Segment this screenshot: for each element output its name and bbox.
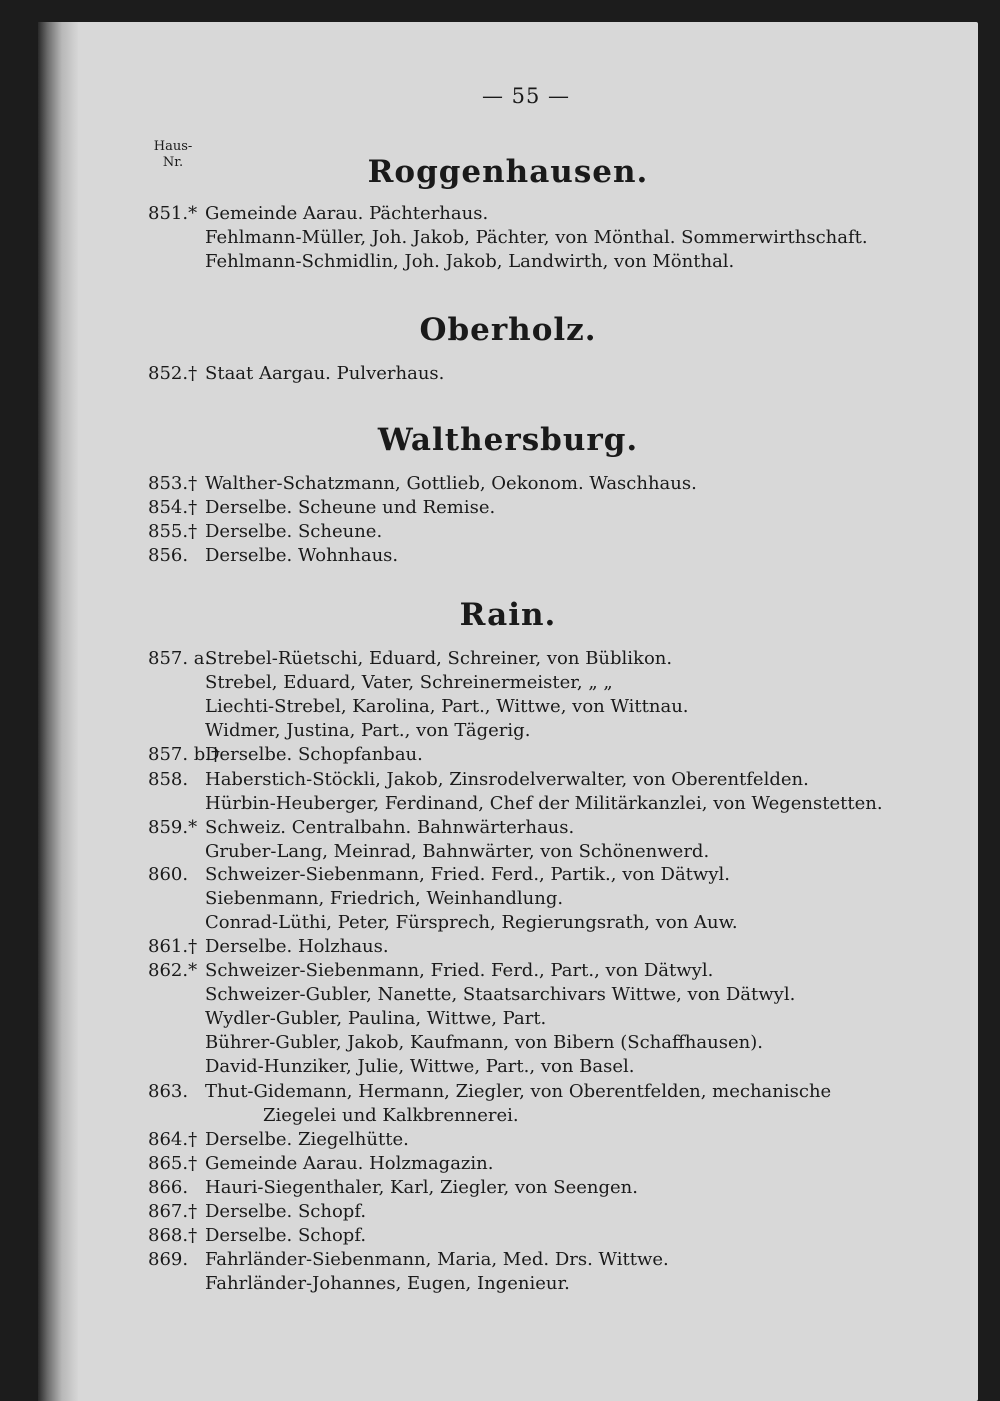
entry-text: Walther-Schatzmann, Gottlieb, Oekonom. Waschhaus.	[205, 473, 697, 494]
house-number: 851.*	[148, 203, 198, 224]
entry-row	[148, 911, 968, 935]
house-number: 868.†	[148, 1225, 198, 1246]
entry-text: Derselbe. Schopf.	[205, 1201, 367, 1222]
entry-text: Schweizer-Siebenmann, Fried. Ferd., Partik., von Dätwyl.	[205, 864, 730, 885]
entry-row	[148, 671, 968, 695]
entry-text: Wydler-Gubler, Paulina, Wittwe, Part.	[205, 1008, 547, 1029]
house-number: 867.†	[148, 1201, 198, 1222]
entry-text: Gemeinde Aarau. Holzmagazin.	[205, 1153, 494, 1174]
entry-text: Derselbe. Schopfanbau.	[205, 744, 423, 765]
entry-text: David-Hunziker, Julie, Wittwe, Part., von Basel.	[205, 1056, 635, 1077]
entry-row	[148, 1128, 968, 1152]
entry-row	[148, 792, 968, 816]
entry-row	[148, 520, 968, 544]
entry-text: Hürbin-Heuberger, Ferdinand, Chef der Militärkanzlei, von Wegenstetten.	[205, 793, 883, 814]
house-label-line: Nr.	[162, 155, 184, 170]
house-number: 857. b.†	[148, 744, 221, 765]
house-number: 855.†	[148, 521, 198, 542]
house-number: 854.†	[148, 497, 198, 518]
entry-row	[148, 226, 968, 250]
entry-text: Fehlmann-Schmidlin, Joh. Jakob, Landwirth, von Mönthal.	[205, 251, 735, 272]
house-label-line: Haus-	[153, 139, 193, 154]
house-number: 857. a.	[148, 648, 211, 669]
entry-text: Derselbe. Scheune.	[205, 521, 383, 542]
entry-row	[148, 1055, 968, 1079]
house-number: 858.	[148, 769, 189, 790]
entry-text: Derselbe. Wohnhaus.	[205, 545, 399, 566]
entry-text: Schweiz. Centralbahn. Bahnwärterhaus.	[205, 817, 575, 838]
section-title-oberholz: Oberholz.	[419, 312, 597, 348]
entry-text: Derselbe. Schopf.	[205, 1225, 367, 1246]
house-number: 865.†	[148, 1153, 198, 1174]
entry-text: Hauri-Siegenthaler, Karl, Ziegler, von Seengen.	[205, 1177, 638, 1198]
page-number: — 55 —	[481, 84, 571, 108]
entry-text: Gruber-Lang, Meinrad, Bahnwärter, von Schönenwerd.	[205, 841, 710, 862]
entry-row	[148, 647, 968, 671]
section-title-rain: Rain.	[459, 597, 557, 633]
entry-row	[148, 1176, 968, 1200]
entry-row	[148, 1200, 968, 1224]
entry-row	[148, 1248, 968, 1272]
house-number: 852.†	[148, 363, 198, 384]
entry-text: Gemeinde Aarau. Pächterhaus.	[205, 203, 489, 224]
entry-text: Ziegelei und Kalkbrennerei.	[263, 1105, 519, 1126]
entry-row	[148, 695, 968, 719]
entry-row	[148, 1272, 968, 1296]
entry-row	[148, 1152, 968, 1176]
house-number: 863.	[148, 1081, 189, 1102]
house-number: 859.*	[148, 817, 198, 838]
entry-row	[148, 743, 968, 767]
house-number: 866.	[148, 1177, 189, 1198]
entry-row	[148, 935, 968, 959]
entry-text: Siebenmann, Friedrich, Weinhandlung.	[205, 888, 564, 909]
entry-row	[148, 959, 968, 983]
entry-text: Fahrländer-Siebenmann, Maria, Med. Drs. Wittwe.	[205, 1249, 669, 1270]
entry-text: Thut-Gidemann, Hermann, Ziegler, von Oberentfelden, mechanische	[205, 1081, 832, 1102]
entry-text: Fahrländer-Johannes, Eugen, Ingenieur.	[205, 1273, 570, 1294]
entry-row	[148, 496, 968, 520]
entry-text: Derselbe. Ziegelhütte.	[205, 1129, 409, 1150]
house-number: 860.	[148, 864, 189, 885]
entry-text: Derselbe. Scheune und Remise.	[205, 497, 496, 518]
entry-row	[148, 544, 968, 568]
entry-row	[148, 887, 968, 911]
entry-text: Haberstich-Stöckli, Jakob, Zinsrodelverwalter, von Oberentfelden.	[205, 769, 809, 790]
entry-row	[148, 816, 968, 840]
entry-row	[148, 863, 968, 887]
house-number: 853.†	[148, 473, 198, 494]
entry-text: Fehlmann-Müller, Joh. Jakob, Pächter, von Mönthal. Sommerwirthschaft.	[205, 227, 868, 248]
entry-text: Strebel, Eduard, Vater, Schreinermeister, „ „	[205, 672, 613, 693]
document-page	[38, 22, 978, 1401]
entry-text: Schweizer-Siebenmann, Fried. Ferd., Part., von Dätwyl.	[205, 960, 714, 981]
section-title-walthersburg: Walthersburg.	[377, 422, 639, 458]
entry-text: Schweizer-Gubler, Nanette, Staatsarchivars Wittwe, von Dätwyl.	[205, 984, 796, 1005]
entry-text: Conrad-Lüthi, Peter, Fürsprech, Regierungsrath, von Auw.	[205, 912, 738, 933]
house-number: 856.	[148, 545, 189, 566]
entry-text: Derselbe. Holzhaus.	[205, 936, 389, 957]
section-title-roggenhausen: Roggenhausen.	[367, 154, 649, 190]
entry-row	[148, 362, 968, 386]
house-number: 862.*	[148, 960, 198, 981]
entry-row	[148, 768, 968, 792]
entry-row	[148, 719, 968, 743]
entry-row	[148, 472, 968, 496]
entry-row	[148, 1031, 968, 1055]
house-number: 869.	[148, 1249, 189, 1270]
entry-row	[148, 1007, 968, 1031]
house-number: 861.†	[148, 936, 198, 957]
entry-row	[148, 250, 968, 274]
entry-text: Widmer, Justina, Part., von Tägerig.	[205, 720, 531, 741]
entry-row	[148, 840, 968, 864]
entry-row	[148, 1224, 968, 1248]
entry-row	[148, 1104, 968, 1128]
entry-text: Staat Aargau. Pulverhaus.	[205, 363, 445, 384]
entry-row	[148, 202, 968, 226]
entry-text: Liechti-Strebel, Karolina, Part., Wittwe, von Wittnau.	[205, 696, 689, 717]
book-gutter	[38, 22, 78, 1401]
house-number: 864.†	[148, 1129, 198, 1150]
entry-row	[148, 1080, 968, 1104]
entry-row	[148, 983, 968, 1007]
entry-text: Bührer-Gubler, Jakob, Kaufmann, von Bibern (Schaffhausen).	[205, 1032, 763, 1053]
entry-text: Strebel-Rüetschi, Eduard, Schreiner, von Büblikon.	[205, 648, 673, 669]
